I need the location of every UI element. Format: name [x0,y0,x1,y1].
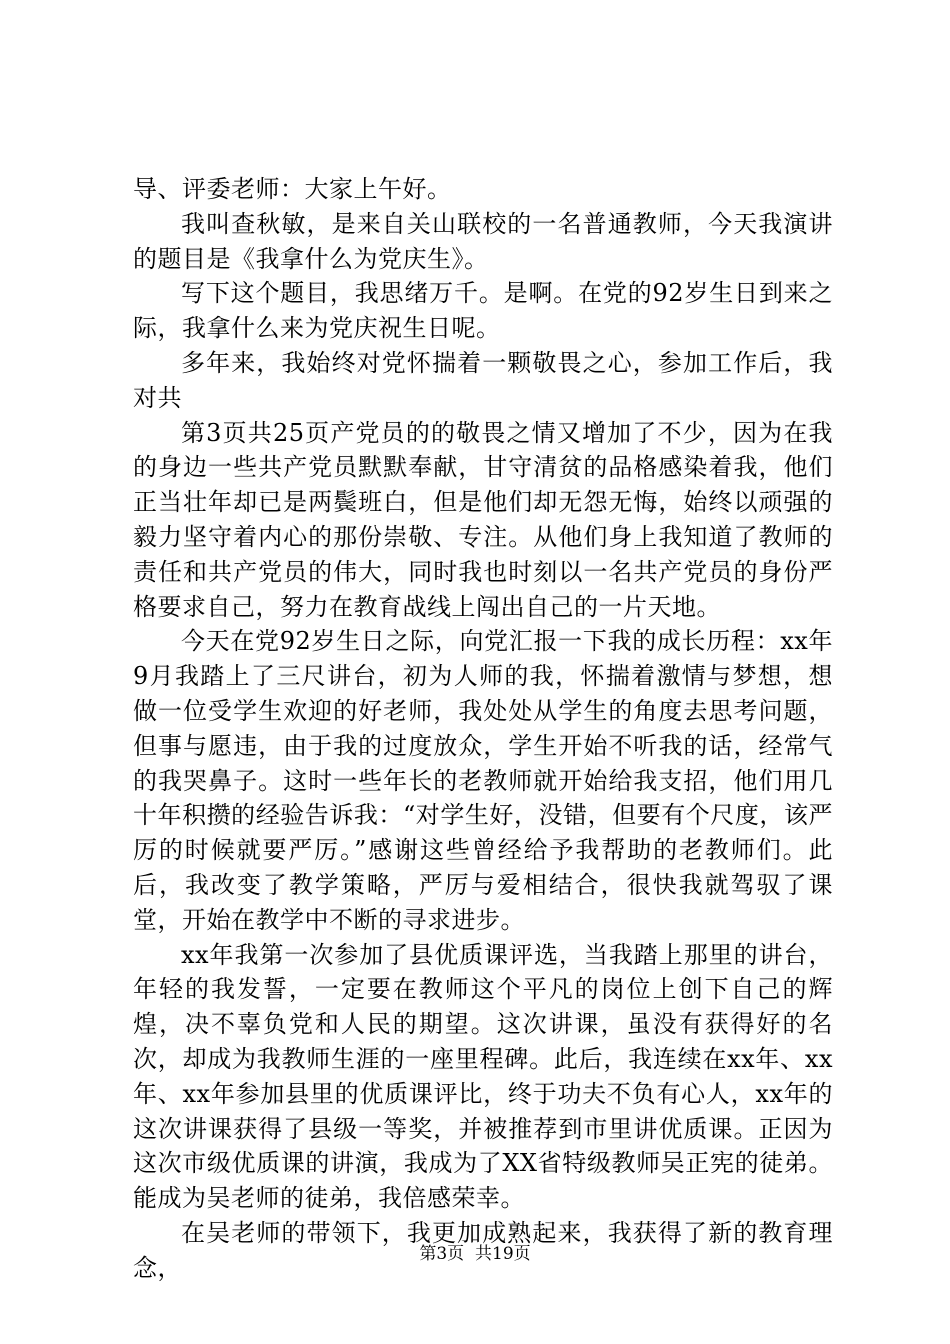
paragraph-mentor: 在吴老师的带领下，我更加成熟起来，我获得了新的教育理念， [133,1218,833,1282]
paragraph-greeting: 导、评委老师：大家上午好。 [133,175,452,203]
paragraph-topic-thoughts: 写下这个题目，我思绪万千。是啊。在党的92岁生日到来之际，我拿什么来为党庆祝生日呢。 [133,279,833,343]
paragraph-growth-history: 今天在党92岁生日之际，向党汇报一下我的成长历程：xx年9月我踏上了三尺讲台，初为人师的我，怀揣着激情与梦想，想做一位受学生欢迎的好老师，我处处从学生的角度去思考问题，但事与愿违，由于我的过度放众，学生开始不听我的话，经常气的我哭鼻子。这时一些年长的老教师就开始给我支招，他们用几十年积攒的经验告诉我：“对学生好，没错，但要有个尺度，该严厉的时候就要严厉。”感谢这些曾经给予我帮助的老教师们。此后，我改变了教学策略，严厉与爱相结合，很快我就驾驭了课堂，开始在教学中不断的寻求进步。 [133,627,833,934]
page-number: 第3页 [419,1244,465,1264]
document-body [133,172,833,1286]
paragraph-party-members: 第3页共25页产党员的的敬畏之情又增加了不少，因为在我的身边一些共产党员默默奉献，甘守清贫的品格感染着我，他们正当壮年却已是两鬓班白，但是他们却无怨无悔，始终以顽强的毅力坚守着内心的那份崇敬、专注。从他们身上我知道了教师的责任和共产党员的伟大，同时我也时刻以一名共产党员的身份严格要求自己，努力在教育战线上闯出自己的一片天地。 [133,418,833,621]
paragraph-introduction: 我叫查秋敏，是来自关山联校的一名普通教师，今天我演讲的题目是《我拿什么为党庆生》。 [133,209,833,273]
page-footer [0,1239,950,1264]
paragraph-reverence: 多年来，我始终对党怀揣着一颗敬畏之心，参加工作后，我对共 [133,348,833,412]
paragraph-quality-lessons: xx年我第一次参加了县优质课评选，当我踏上那里的讲台，年轻的我发誓，一定要在教师这个平凡的岗位上创下自己的辉煌，决不辜负党和人民的期望。这次讲课，虽没有获得好的名次，却成为我教师生涯的一座里程碑。此后，我连续在xx年、xx年、xx年参加县里的优质课评比，终于功夫不负有心人，xx年的这次讲课获得了县级一等奖，并被推荐到市里讲优质课。正因为这次市级优质课的讲演，我成为了XX省特级教师吴正宪的徒弟。能成为吴老师的徒弟，我倍感荣幸。 [133,940,833,1213]
page-total: 共19页 [475,1244,531,1264]
